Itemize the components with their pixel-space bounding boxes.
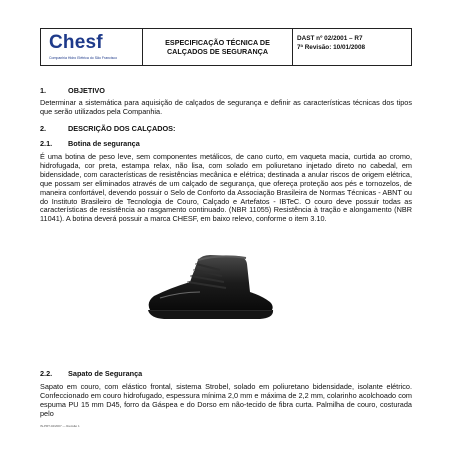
section-2-heading [40,124,175,133]
section-title: Sapato de Segurança [68,369,143,378]
section-2-2-text: Sapato em couro, com elástico frontal, sistema Strobel, solado em poliuretano bidensidade, isolante elétrico. Confeccionado em couro hidrofugado, espessura mínima 2,0 mm e máxima de 2,2 mm, colarinho acolchoado com espuma PU 15 mm D45, forro da Gáspea e do Dorso em não-tecido de fibra curta. Palmilha de couro, costurada pelo [40,382,412,418]
section-title: DESCRIÇÃO DOS CALÇADOS: [68,124,176,133]
section-2-2-heading [40,369,142,378]
section-2-1-text: É uma botina de peso leve, sem componentes metálicos, de cano curto, em vaqueta macia, curtida ao cromo, hidrofugada, cor preta, estampa relax, não lisa, com solado em poliuretano injetado direto no cabedal, em bidensidade, com características de resistências mecânica e elétrica; destinada a anular riscos de origem elétrica, que possam ser eliminados através de um calçado de segurança, que ofereça proteção aos pés e tornozelos, de maneira confortável, devendo possuir o Selo de Conforto da Associação Brasileira de Normas Técnicas - ABNT ou do Instituto Brasileiro de Tecnologia de Couro, Calçado e Artefatos - IBTeC. O couro deve possuir todas as características de resistência ao rasgamento continuado. (NBR 11055) Resistência à tração e alongamento (NBR 11041). A botina deverá possuir a marca CHESF, em baixo relevo, conforme o item 3.10. [40,152,412,224]
section-2-1-heading [40,139,140,148]
section-title: Botina de segurança [68,139,140,148]
boot-photo [140,252,280,322]
document-meta [293,29,411,65]
logo-subtitle: Companhia Hidro Elétrica do São Francisco [49,56,118,60]
logo [41,29,143,65]
section-title: OBJETIVO [68,86,105,95]
title-line-1: ESPECIFICAÇÃO TÉCNICA DE [165,38,270,47]
section-1-text: Determinar a sistemática para aquisição de calçados de segurança e definir as características técnicas dos tipos que serão utilizados pela Companhia. [40,98,412,116]
document-header [40,28,412,66]
section-number: 2. [40,124,47,133]
document-title [143,29,293,65]
title-line-2: CALÇADOS DE SEGURANÇA [166,47,269,56]
revision-date: 7ª Revisão: 10/01/2008 [297,43,366,51]
section-1-heading [40,86,105,95]
section-number: 2.1. [40,139,53,148]
section-number: 1. [40,86,47,95]
logo-text: Chesf [49,32,103,53]
doc-code: DAST nº 02/2001 – R7 [297,35,363,42]
form-code: IN-PRT-02/2007 — Revisão 1 [40,424,80,428]
section-number: 2.2. [40,369,53,378]
